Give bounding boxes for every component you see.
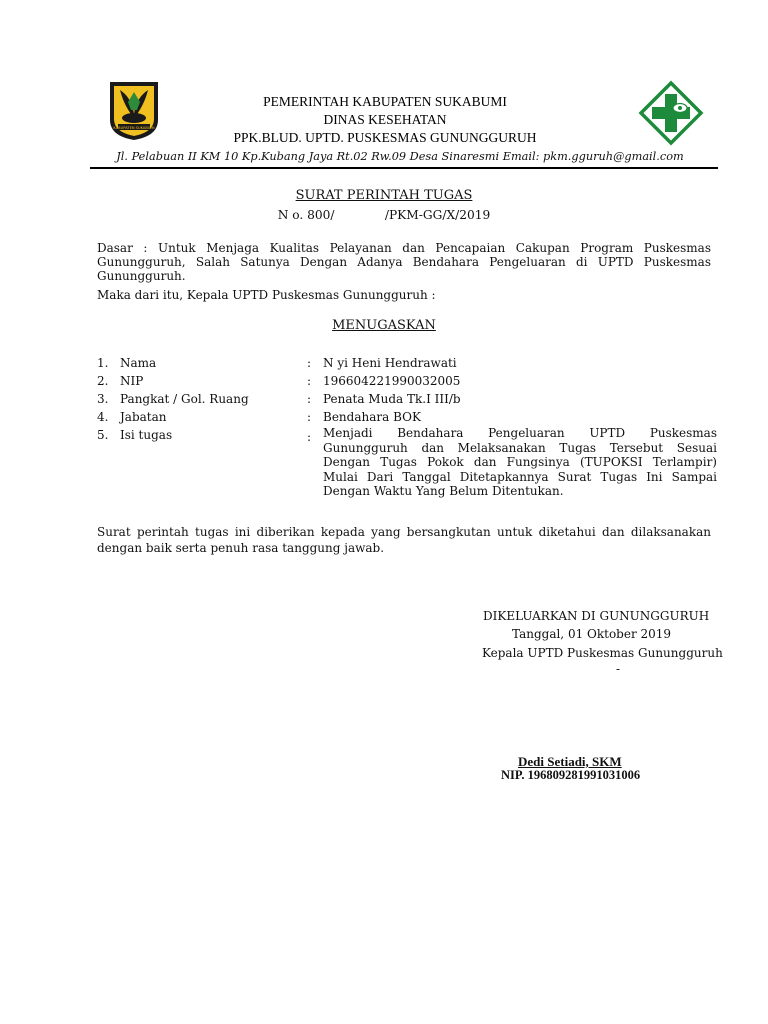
field-value: Menjadi Bendahara Pengeluaran UPTD Puskesmas Gunungguruh dan Melaksanakan Tugas Tersebut Sesuai Dengan Tugas Pokok dan Fungsinya (TUPOKSI Terlampir) Mulai Dari Tanggal Ditetapkannya Surat Tugas Ini Sampai Dengan Waktu Yang Belum Ditentukan. xyxy=(323,426,717,498)
issue-date: Tanggal, 01 Oktober 2019 xyxy=(512,627,672,641)
document-number: N o. 800/ /PKM-GG/X/2019 xyxy=(277,208,491,222)
closing-paragraph: Surat perintah tugas ini diberikan kepada yang bersangkutan untuk diketahui dan dilaksanakan dengan baik serta penuh rasa tanggung jawab. xyxy=(97,525,711,555)
header-department: DINAS KESEHATAN xyxy=(323,112,447,127)
signer-nip: NIP. 196809281991031006 xyxy=(501,768,641,782)
field-row-nip xyxy=(97,374,717,390)
field-value: 196604221990032005 xyxy=(323,374,461,388)
field-number: 3. xyxy=(97,392,109,406)
field-label: NIP xyxy=(120,374,144,388)
svg-text:KABUPATEN SUKABUMI: KABUPATEN SUKABUMI xyxy=(113,125,155,130)
field-label: Nama xyxy=(120,356,157,370)
field-label: Pangkat / Gol. Ruang xyxy=(120,392,249,406)
signature-dash: - xyxy=(616,662,621,676)
dasar-paragraph: Dasar : Untuk Menjaga Kualitas Pelayanan dan Pencapaian Cakupan Program Puskesmas Gunungguruh, Salah Satunya Dengan Adanya Bendahara Pengeluaran di UPTD Puskesmas Gunungguruh. xyxy=(97,241,711,283)
issued-at: DIKELUARKAN DI GUNUNGGURUH xyxy=(483,609,710,623)
field-number: 1. xyxy=(97,356,109,370)
field-number: 2. xyxy=(97,374,109,388)
field-value: Bendahara BOK xyxy=(323,410,421,424)
puskesmas-cross-icon xyxy=(638,80,704,146)
field-colon: : xyxy=(307,392,312,406)
field-number: 4. xyxy=(97,410,109,424)
field-colon: : xyxy=(307,410,312,424)
field-colon: : xyxy=(307,356,312,370)
field-value: Penata Muda Tk.I III/b xyxy=(323,392,461,406)
menugaskan-heading: MENUGASKAN xyxy=(332,318,436,333)
signer-position: Kepala UPTD Puskesmas Gunungguruh xyxy=(482,646,723,660)
field-row-nama xyxy=(97,356,717,372)
field-row-pangkat xyxy=(97,392,717,408)
maka-paragraph: Maka dari itu, Kepala UPTD Puskesmas Gunungguruh : xyxy=(97,288,436,302)
signer-name: Dedi Setiadi, SKM xyxy=(518,754,622,769)
header-address: Jl. Pelabuan II KM 10 Kp.Kubang Jaya Rt.02 Rw.09 Desa Sinaresmi Email: pkm.gguruh@gmail.com xyxy=(116,150,684,163)
header-divider xyxy=(90,167,718,169)
field-value: N yi Heni Hendrawati xyxy=(323,356,457,370)
field-colon: : xyxy=(307,430,312,444)
document-title: SURAT PERINTAH TUGAS xyxy=(295,188,473,203)
header-institution: PPK.BLUD. UPTD. PUSKESMAS GUNUNGGURUH xyxy=(233,130,537,145)
field-row-jabatan xyxy=(97,410,717,426)
header-government: PEMERINTAH KABUPATEN SUKABUMI xyxy=(263,94,507,109)
field-label: Isi tugas xyxy=(120,428,173,442)
field-colon: : xyxy=(307,374,312,388)
field-label: Jabatan xyxy=(120,410,167,424)
field-number: 5. xyxy=(97,428,109,442)
puskesmas-logo xyxy=(638,80,704,146)
field-row-isi-tugas xyxy=(97,426,717,506)
